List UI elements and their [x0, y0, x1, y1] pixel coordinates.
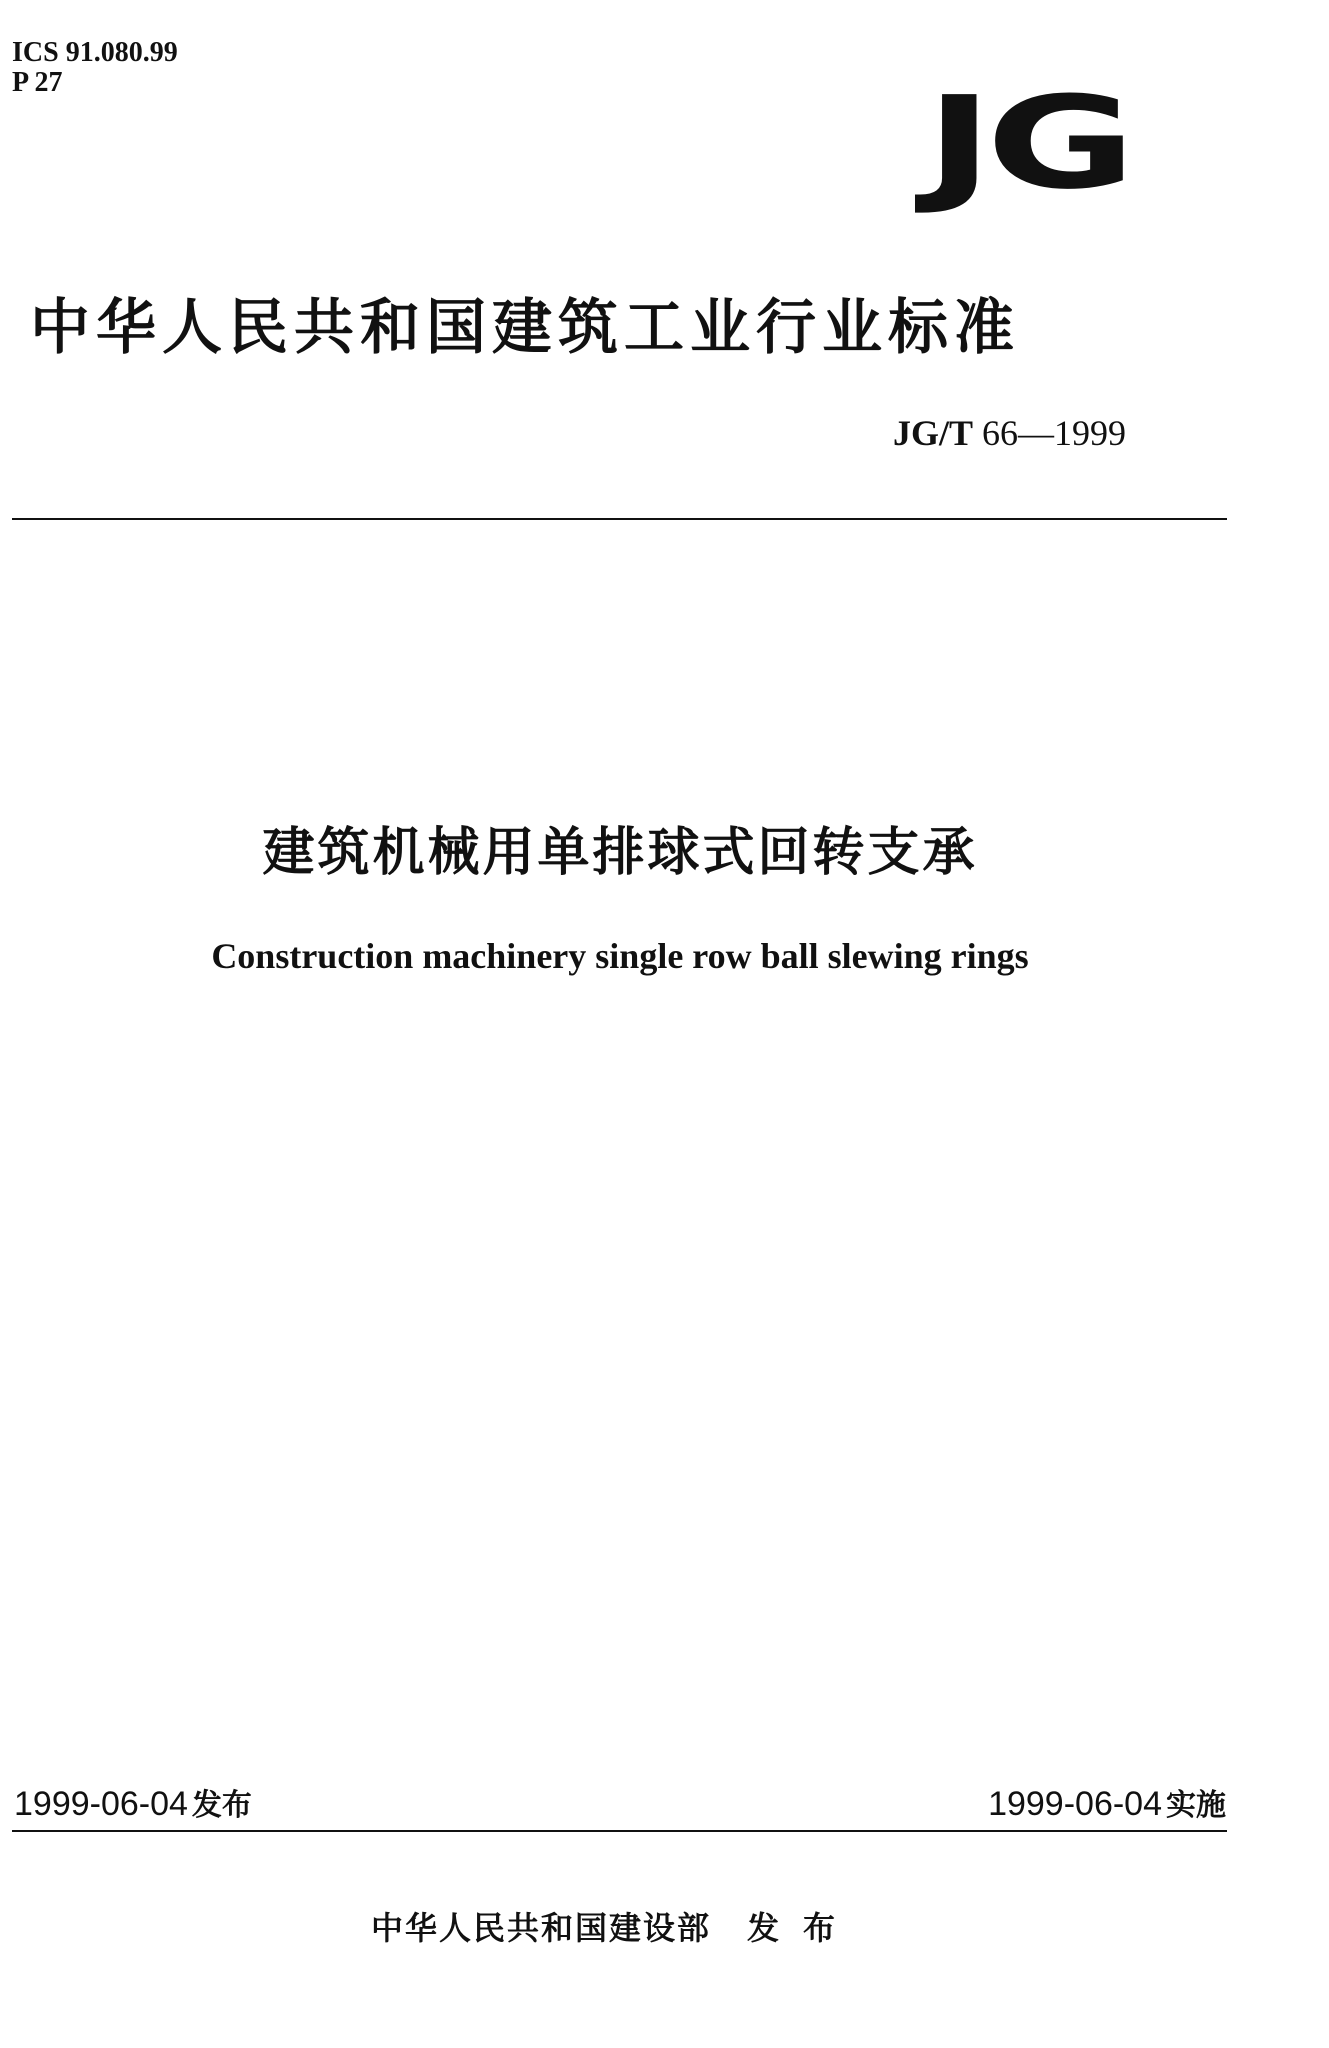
implement-date-line: [988, 1780, 1226, 1824]
publisher-action: 发布: [747, 1909, 860, 1947]
standard-title: 中华人民共和国建筑工业行业标准: [30, 293, 1020, 363]
jg-logo: JG: [925, 69, 1129, 218]
issue-label: 发布: [191, 1788, 252, 1823]
footer-divider: [12, 1830, 1227, 1832]
document-title-en: Construction machinery single row ball slewing rings: [211, 936, 1029, 976]
standard-number: [893, 412, 1126, 454]
standard-number-prefix: JG/T: [892, 413, 973, 453]
publisher-line: [0, 1903, 1230, 1949]
header-divider: [12, 518, 1227, 520]
publisher-name: 中华人民共和国建设部: [370, 1909, 711, 1947]
standard-number-value: 66—1999: [982, 413, 1126, 453]
classification-codes: [12, 38, 178, 98]
implement-date: 1999-06-04: [988, 1785, 1162, 1823]
category-code: P 27: [12, 67, 63, 98]
issue-date-line: [14, 1780, 252, 1824]
document-title-cn: 建筑机械用单排球式回转支承: [262, 823, 978, 883]
issue-date: 1999-06-04: [14, 1785, 188, 1823]
implement-label: 实施: [1166, 1788, 1226, 1823]
ics-code: ICS 91.080.99: [12, 37, 178, 68]
